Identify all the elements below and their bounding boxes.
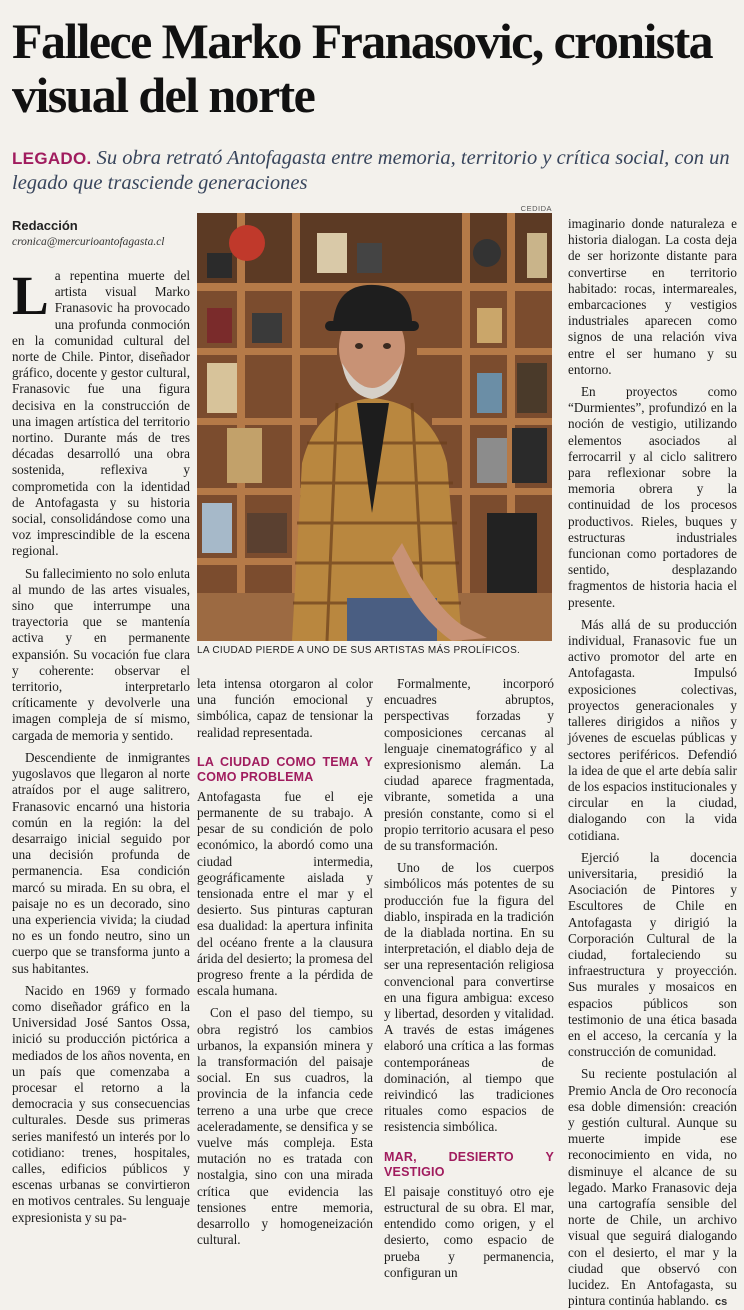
- paragraph: Descendiente de inmigrantes yugoslavos que llegaron al norte atraídos por el auge salitrero, Franasovic encarnó una historia común en la región: la del desarraigo inicial seguido por una decisión profunda de permanencia. Esa condición marcó su mirada. En su obra, el paisaje no es un decorado, sino una experiencia vivida; la ciudad no es un fondo neutro, sino un cuerpo que se transforma junto a sus habitantes.: [12, 749, 190, 976]
- paragraph: [12, 265, 190, 560]
- column-4: [568, 216, 737, 1310]
- end-mark: cs: [715, 1296, 728, 1309]
- paragraph: Ejerció la docencia universitaria, presidió la Asociación de Pintores y Escultores de Chile en Antofagasta y dirigió la Corporación Cultural de la ciudad, fortaleciendo su infraestructura y proyección. Sus murales y mosaicos en espacios públicos son testimonio de una ética basada en el acceso, la cercanía y la construcción de comunidad.: [568, 849, 737, 1060]
- kicker: LEGADO.: [12, 149, 92, 168]
- photo-caption: LA CIUDAD PIERDE A UNO DE SUS ARTISTAS MÁS PROLÍFICOS.: [197, 645, 521, 656]
- paragraph: Más allá de su producción individual, Franasovic fue un activo promotor del arte en Antofagasta. Impulsó exposiciones colectivas, proyectos generacionales y talleres dirigidos a niños y jóvenes de escuelas públicas y sectores periféricos. Defendió la idea de que el arte debía salir de los espacios institucionales y circular en la ciudad, dialogando con la vida cotidiana.: [568, 616, 737, 843]
- paragraph: Antofagasta fue el eje permanente de su trabajo. A pesar de su condición de polo económico, la abordó como una ciudad intermedia, geográficamente aislada y tensionada entre el mar y el desierto. Sus pinturas capturan esa dualidad: la apertura infinita del océano frente a la clausura árida del desierto; la promesa del progreso frente a la pérdida de escala humana.: [197, 788, 373, 999]
- paragraph: [568, 1066, 737, 1310]
- column-2: [197, 676, 373, 1249]
- byline: [12, 218, 192, 250]
- dek-text: Su obra retrató Antofagasta entre memoria, territorio y crítica social, con un legado que trasciende generaciones: [12, 147, 730, 194]
- headline: Fallece Marko Franasovic, cronista visual del norte: [12, 13, 713, 123]
- subhead: LA CIUDAD COMO TEMA Y COMO PROBLEMA: [197, 754, 373, 784]
- author: Redacción: [12, 218, 78, 233]
- paragraph: Uno de los cuerpos simbólicos más potentes de su producción fue la figura del diablo, inspirada en la tradición de la diablada nortina. En su interpretación, el diablo deja de ser una representación religiosa convencional para convertirse en una figura ambigua: exceso y libertad, desorden y vitalidad. A través de estas imágenes elaboró una crítica a las formas contemporáneas de dominación, al tiempo que reivindicó las tradiciones rituales como espacios de resistencia simbólica.: [384, 860, 554, 1135]
- portrait-photo-illustration: [197, 213, 552, 641]
- dek: [12, 146, 737, 196]
- subhead: MAR, DESIERTO Y VESTIGIO: [384, 1149, 554, 1179]
- photo-credit: CEDIDA: [520, 204, 552, 213]
- portrait-photo: [197, 213, 552, 641]
- paragraph: imaginario donde naturaleza e historia dialogan. La costa deja de ser horizonte distante para convertirse en territorio habitado: rocas, intermareales, embarcaciones y vestigios industriales aparecen como signos de una relación viva entre el ser humano y su entorno.: [568, 216, 737, 377]
- author-email: cronica@mercurioantofagasta.cl: [12, 236, 165, 248]
- column-3: [384, 676, 554, 1281]
- paragraph: leta intensa otorgaron al color una función emocional y simbólica, capaz de tensionar la realidad representada.: [197, 676, 373, 740]
- paragraph: Formalmente, incorporó encuadres abruptos, perspectivas forzadas y composiciones cercanas al lenguaje cinematográfico y al expresionismo alemán. La ciudad aparece fragmentada, vibrante, sometida a una presión constante, como si el propio territorio acusara el peso de su transformación.: [384, 676, 554, 854]
- paragraph: Con el paso del tiempo, su obra registró los cambios urbanos, la expansión minera y la transformación del paisaje social. En sus cuadros, la provincia de la infancia cede terreno a una urbe que crece aceleradamente, se densifica y se vuelve más compleja. Esta mutación no es tratada con nostalgia, sino con una mirada crítica que evidencia las tensiones entre memoria, desarrollo y homogeneización cultural.: [197, 1005, 373, 1248]
- paragraph: Nacido en 1969 y formado como diseñador gráfico en la Universidad José Santos Ossa, inició su producción pictórica a mediados de los años noventa, en un país que comenzaba a procesar el retorno a la democracia y sus consecuencias culturales. Desde sus primeras series manifestó un interés por lo cotidiano: trenes, hospitales, calles, edificios públicos y escenas urbanas se convirtieron en motivos centrales. Su lenguaje expresionista y su pa-: [12, 982, 190, 1225]
- paragraph-text: Su reciente postulación al Premio Ancla de Oro reconocía esa doble dimensión: creación y gestión cultural. Aunque su muerte impide ese reconocimiento en vida, no disminuye el alcance de su legado. Marko Franasovic deja una cartografía sensible del norte de Chile, un archivo visual que seguirá dialogando con el desierto, el mar y la ciudad que observó con lucidez. En Antofagasta, su pintura continúa hablando.: [568, 1066, 737, 1309]
- column-1: [12, 265, 190, 1226]
- paragraph: El paisaje constituyó otro eje estructural de su obra. El mar, entendido como origen, y el desierto, como espacio de prueba y permanencia, configuran un: [384, 1183, 554, 1280]
- drop-cap: L: [12, 265, 49, 326]
- paragraph-text: a repentina muerte del artista visual Marko Franasovic ha provocado una profunda conmoción en la comunidad cultural del norte de Chile. Pintor, diseñador gráfico, docente y gestor cultural, Franasovic fue una figura decisiva en la construcción de una imagen artística del territorio nortino. Durante más de tres décadas desarrolló una obra sostenida, reflexiva y comprometida con la identidad de Antofagasta y su historia social, consolidándose como una voz imprescindible de la escena regional.: [12, 268, 190, 559]
- paragraph: En proyectos como “Durmientes”, profundizó en la noción de vestigio, utilizando elementos asociados al ferrocarril y al ciclo salitrero para reflexionar sobre la memoria obrera y la continuidad de los procesos productivos. Rieles, buques y estructuras industriales funcionan como portadores de sentido, desplazando fragmentos de historia hacia el presente.: [568, 384, 737, 610]
- paragraph: Su fallecimiento no solo enluta al mundo de las artes visuales, sino que interrumpe una trayectoria que se mantenía activa y en permanente expansión. Su vocación fue clara y coherente: observar el territorio, interpretarlo críticamente y devolverle una imagen compleja de sí mismo, cargada de memoria y sentido.: [12, 565, 190, 743]
